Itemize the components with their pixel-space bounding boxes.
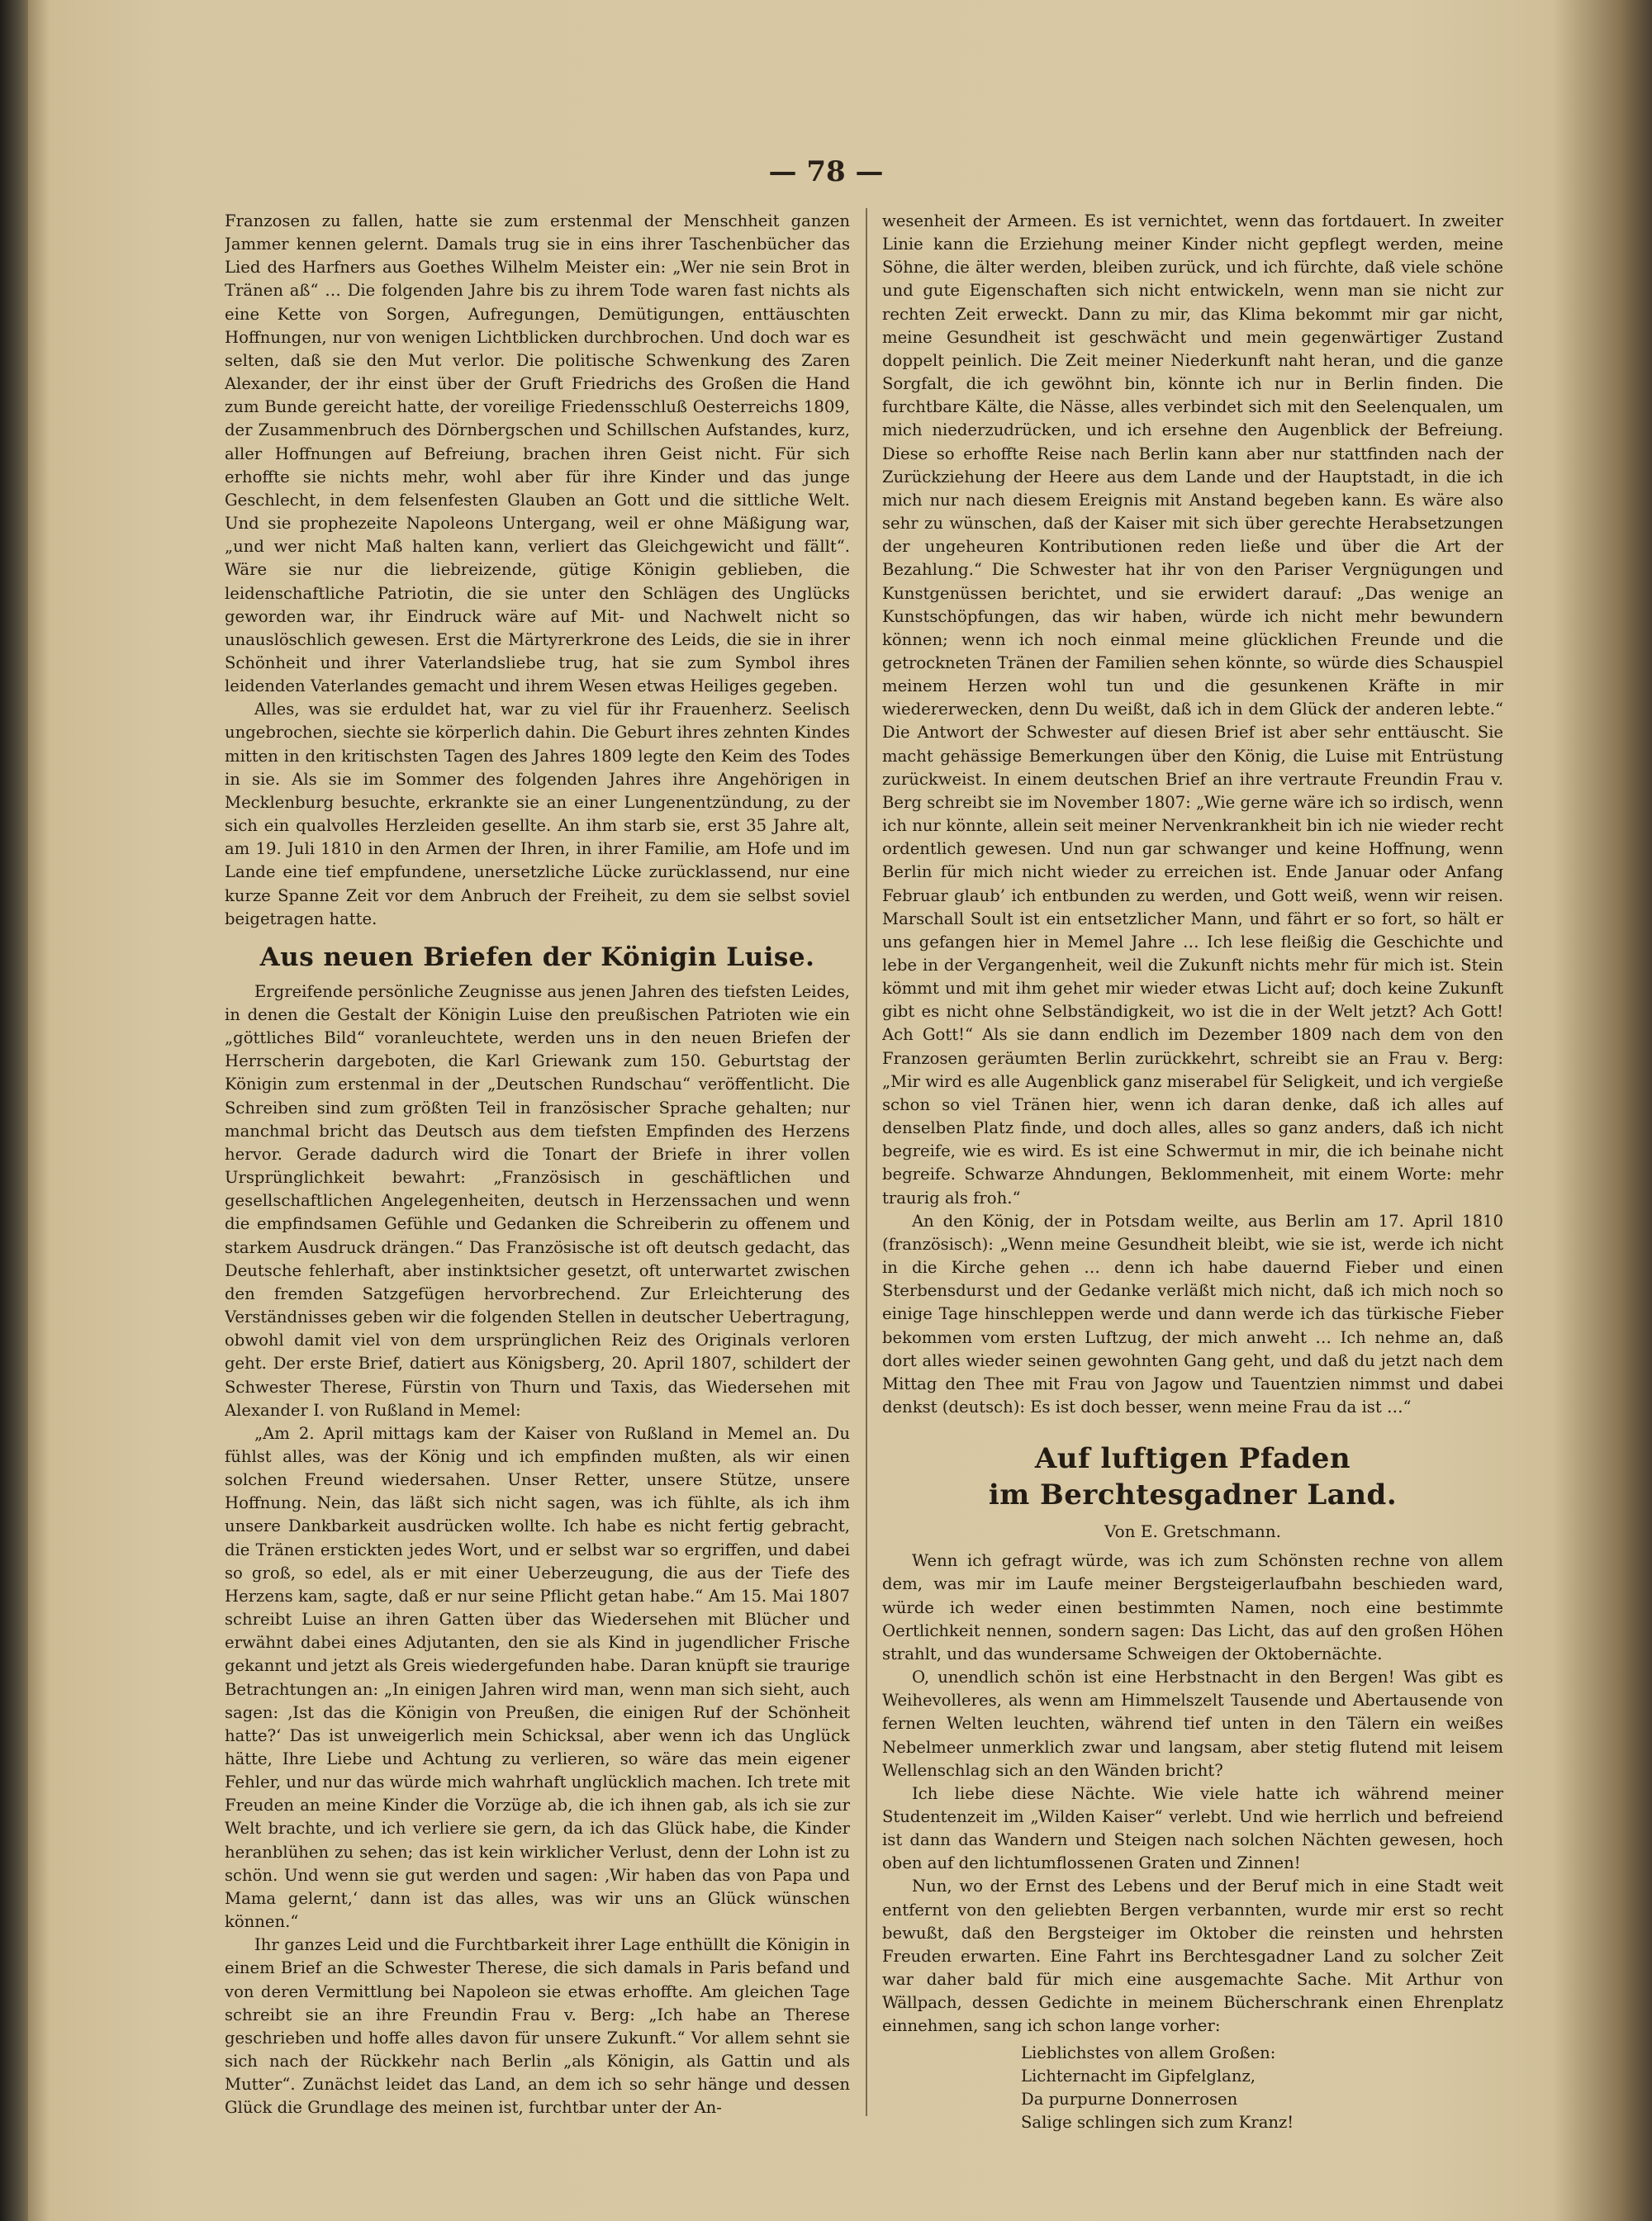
poem-line: Lieblichstes von allem Großen:	[1021, 2043, 1276, 2062]
poem-stanza	[1021, 2042, 1503, 2134]
poem-line: Da purpurne Donnerrosen	[1021, 2089, 1238, 2109]
article-text-paragraph: Ergreifende persönliche Zeugnisse aus jenen Jahren des tiefsten Leides, in denen die Gestalt der Königin Luise den preußischen Patrioten wie ein „göttliches Bild“ voranleuchtete, werden uns in den neuen Briefen der Herrscherin dargeboten, die Karl Griewank zum 150. Geburtstag der Königin zum erstenmal in der „Deutschen Rundschau“ veröffentlicht. Die Schreiben sind zum größten Teil in französischer Sprache gehalten; nur manchmal bricht das Deutsch aus dem tiefsten Empfinden des Herzens hervor. Gerade dadurch wird die Tonart der Briefe in ihrer vollen Ursprünglichkeit bewahrt: „Französisch in geschäftlichen und gesellschaftlichen Angelegenheiten, deutsch in Herzenssachen und wenn die empfindsamen Gefühle und Gedanken die Schreiberin zu offenem und starkem Ausdruck drängen.“ Das Französische ist oft deutsch gedacht, das Deutsche fehlerhaft, aber instinktsicher gesetzt, oft unterwartet zwischen den fremden Satzgefügen hervorbrechend. Zur Erleichterung des Verständnisses geben wir die folgenden Stellen in deutscher Uebertragung, obwohl damit viel von dem ursprünglichen Reiz des Originals verloren geht. Der erste Brief, datiert aus Königsberg, 20. April 1807, schildert der Schwester Therese, Fürstin von Thurn und Taxis, das Wiedersehen mit Alexander I. von Rußland in Memel:	[225, 981, 850, 1420]
article-text-paragraph: wesenheit der Armeen. Es ist vernichtet, wenn das fortdauert. In zweiter Linie kann die Erziehung meiner Kinder nicht gepflegt werden, meine Söhne, die älter werden, bleiben zurück, und ich fürchte, daß viele schöne und gute Eigenschaften sich nicht entwickeln, wenn man sie nicht zur rechten Zeit erweckt. Dann zu mir, das Klima bekommt mir gar nicht, meine Gesundheit ist geschwächt und mein gegenwärtiger Zustand doppelt peinlich. Die Zeit meiner Niederkunft naht heran, und die ganze Sorgfalt, die ich gewöhnt bin, könnte ich nur in Berlin finden. Die furchtbare Kälte, die Nässe, alles verbindet sich mit den Seelenqualen, um mich niederzudrücken, und ich ersehne den Augenblick der Befreiung. Diese so erhoffte Reise nach Berlin kann aber nur stattfinden nach der Zurückziehung der Heere aus dem Lande und der Hauptstadt, in die ich mich nur nach diesem Ereignis mit Anstand begeben kann. Es wäre also sehr zu wünschen, daß der Kaiser mit sich über gerechte Herabsetzungen der ungeheuren Kontributionen reden ließe und über die Art der Bezahlung.“ Die Schwester hat ihr von den Pariser Vergnügungen und Kunstgenüssen berichtet, und sie erwidert darauf: „Das wenige an Kunstschöpfungen, das wir haben, würde ich nicht mehr bewundern können; wenn ich noch einmal meine glücklichen Freunde und die getrockneten Tränen der Familien sehen könnte, so würde dies Schauspiel meinem Herzen wohl tun und die gesunkenen Kräfte in mir wiedererwecken, denn Du weißt, daß ich in dem Glück der anderen lebte.“ Die Antwort der Schwester auf diesen Brief ist aber sehr enttäuscht. Sie macht gehässige Bemerkungen über den König, die Luise mit Entrüstung zurückweist. In einem deutschen Brief an ihre vertraute Freundin Frau v. Berg schreibt sie im November 1807: „Wie gerne wäre ich so irdisch, wenn ich nur könnte, allein seit meiner Nervenkrankheit bin ich nie wieder recht ordentlich gewesen. Und nun gar schwanger und keine Hoffnung, wenn Berlin für mich nicht wieder zu erreichen ist. Ende Januar oder Anfang Februar glaub’ ich entbunden zu werden, und Gott weiß, wenn wir reisen. Marschall Soult ist ein entsetzlicher Mann, und fährt er so fort, so hält er uns gefangen hier in Memel Jahre … Ich lese fleißig die Geschichte und lebe in der Vergangenheit, weil die Zukunft nichts mehr für mich ist. Stein kömmt und mit ihm gehet mir wieder etwas Licht auf; doch keine Zukunft gibt es nicht ohne Selbständigkeit, wo ist die in der Welt jetzt? Ach Gott! Ach Gott!“ Als sie dann endlich im Dezember 1809 nach dem von den Franzosen geräumten Berlin zurückkehrt, schreibt sie an Frau v. Berg: „Mir wird es alle Augenblick ganz miserabel für Seligkeit, und ich vergieße schon so viel Tränen hier, wenn ich daran denke, daß ich alles auf denselben Platz finde, und doch alles, alles so ganz anders, daß ich nicht begreife, wie es wird. Es ist eine Schwermut in mir, die ich beinahe nicht begreife. Schwarze Ahndungen, Beklommenheit, mit einem Worte: mehr traurig als froh.“	[882, 211, 1503, 1208]
page-number: — 78 —	[768, 155, 884, 188]
article-text-paragraph: An den König, der in Potsdam weilte, aus Berlin am 17. April 1810 (französisch): „Wenn meine Gesundheit bleibt, wie sie ist, werde ich nicht in die Kirche gehen … denn ich habe dauernd Fieber und einen Sterbensdurst und der Gedanke verläßt mich nicht, daß ich mich noch so einige Tage hinschleppen werde und dann werde ich das türkische Fieber bekommen vom ersten Luftzug, der mich anweht … Ich nehme an, daß dort alles wieder seinen gewohnten Gang geht, und daß du jetzt nach dem Mittag den Thee mit Frau von Jagow und Tauentzien nimmst und dabei denkst (deutsch): Es ist doch besser, wenn meine Frau da ist …“	[882, 1211, 1503, 1417]
right-column	[882, 210, 1503, 2188]
article-text-paragraph: O, unendlich schön ist eine Herbstnacht in den Bergen! Was gibt es Weihevolleres, als wenn am Himmelszelt Tausende und Abertausende von fernen Welten leuchten, während tief unten in den Tälern ein weißes Nebelmeer unmerklich zwar und langsam, aber stetig flutend mit leisem Wellenschlag sich an den Wänden bricht?	[882, 1668, 1503, 1780]
column-divider	[866, 208, 867, 2116]
article-heading-berchtesgaden	[882, 1440, 1503, 1513]
left-column	[225, 210, 850, 2188]
article-text-paragraph: „Am 2. April mittags kam der Kaiser von Rußland in Memel an. Du fühlst alles, was der König und ich empfinden mußten, als wir einen solchen Freund wiedersahen. Unser Retter, unsere Stütze, unsere Hoffnung. Nein, das läßt sich nicht sagen, was ich fühlte, als ich ihm unsere Dankbarkeit ausdrücken wollte. Ich habe es nicht fertig gebracht, die Tränen erstickten jedes Wort, und er selbst war so ergriffen, und dabei so groß, so edel, als er mit einer Ueberzeugung, die aus der Tiefe des Herzens kam, sagte, daß er nur seine Pflicht getan habe.“ Am 15. Mai 1807 schreibt Luise an ihren Gatten über das Wiedersehen mit Blücher und erwähnt dabei eines Adjutanten, den sie als Kind in jugendlicher Frische gekannt und jetzt als Greis wiedergefunden habe. Daran knüpft sie traurige Betrachtungen an: „In einigen Jahren wird man, wenn man sich sieht, auch sagen: ‚Ist das die Königin von Preußen, die einigen Ruf der Schönheit hatte?‘ Das ist unweigerlich mein Schicksal, aber wenn ich das Unglück hätte, Ihre Liebe und Achtung zu verlieren, so wäre das mein eigener Fehler, und nur das würde mich wahrhaft unglücklich machen. Ich trete mit Freuden an meine Kinder die Vorzüge ab, die ich ihnen gab, als ich sie zur Welt brachte, und ich verliere sie gern, da ich das Glück habe, die Kinder heranblühen zu sehen; das ist kein wirklicher Verlust, denn der Lohn ist zu schön. Und wenn sie gut werden und sagen: ‚Wir haben das von Papa und Mama gelernt,‘ dann ist das alles, was wir uns an Glück wünschen können.“	[225, 1423, 850, 1932]
article-text-paragraph: Ihr ganzes Leid und die Furchtbarkeit ihrer Lage enthüllt die Königin in einem Brief an die Schwester Therese, die sich damals in Paris befand und von deren Vermittlung bei Napoleon sie etwas erhoffte. Am gleichen Tage schreibt sie an ihre Freundin Frau v. Berg: „Ich habe an Therese geschrieben und hoffe alles davon für unsere Zukunft.“ Vor allem sehnt sie sich nach der Rückkehr nach Berlin „als Königin, als Gattin und als Mutter“. Zunächst leidet das Land, an dem ich so sehr hänge und dessen Glück die Grundlage des meinen ist, furchtbar unter der An-	[225, 1935, 850, 2118]
poem-line: Lichternacht im Gipfelglanz,	[1021, 2066, 1256, 2086]
heading-line-2: im Berchtesgadner Land.	[988, 1478, 1398, 1512]
book-binding-edge	[0, 0, 28, 2221]
article-byline: Von E. Gretschmann.	[1104, 1521, 1281, 1542]
article-text-paragraph: Nun, wo der Ernst des Lebens und der Beruf mich in eine Stadt weit entfernt von den geliebten Bergen verbannten, wurde mir erst so recht bewußt, daß den Bergsteiger im Oktober die reinsten und hehrsten Freuden erwarten. Eine Fahrt ins Berchtesgadner Land zu solcher Zeit war daher bald für mich eine ausgemachte Sache. Mit Arthur von Wällpach, dessen Gedichte in meinem Bücherschrank einen Ehrenplatz einnehmen, sang ich schon lange vorher:	[882, 1877, 1503, 2036]
article-text-paragraph: Franzosen zu fallen, hatte sie zum erstenmal der Menschheit ganzen Jammer kennen gelernt. Damals trug sie in eins ihrer Taschenbücher das Lied des Harfners aus Goethes Wilhelm Meister ein: „Wer nie sein Brot in Tränen aß“ … Die folgenden Jahre bis zu ihrem Tode waren fast nichts als eine Kette von Sorgen, Aufregungen, Demütigungen, enttäuschten Hoffnungen, nur von wenigen Lichtblicken durchbrochen. Und doch war es selten, daß sie den Mut verlor. Die politische Schwenkung des Zaren Alexander, der ihr einst über der Gruft Friedrichs des Großen die Hand zum Bunde gereicht hatte, der voreilige Friedensschluß Oesterreichs 1809, der Zusammenbruch des Dörnbergschen und Schillschen Aufstandes, kurz, aller Hoffnungen auf Befreiung, brachen ihren Geist nicht. Für sich erhoffte sie nichts mehr, wohl aber für ihre Kinder und das junge Geschlecht, in dem felsenfesten Glauben an Gott und die sittliche Welt. Und sie prophezeite Napoleons Untergang, weil er ohne Mäßigung war, „und wer nicht Maß halten kann, verliert das Gleichgewicht und fällt“. Wäre sie nur die liebreizende, gütige Königin geblieben, die leidenschaftliche Patriotin, die sie unter den Schlägen des Unglücks geworden war, ihr Eindruck wäre auf Mit- und Nachwelt nicht so unauslöschlich gewesen. Erst die Märtyrerkrone des Leids, die sie in ihrer Schönheit und ihrer Vaterlandsliebe trug, hat sie zum Symbol ihres leidenden Vaterlandes gemacht und ihrem Wesen etwas Heiliges gegeben.	[225, 211, 850, 696]
article-text-paragraph: Wenn ich gefragt würde, was ich zum Schönsten rechne von allem dem, was mir im Laufe meiner Bergsteigerlaufbahn beschieden ward, würde ich weder einen bestimmten Namen, noch eine bestimmte Oertlichkeit nennen, sondern sagen: Das Licht, das auf den großen Höhen strahlt, und das wundersame Schweigen der Oktobernächte.	[882, 1551, 1503, 1663]
poem-line: Salige schlingen sich zum Kranz!	[1021, 2112, 1294, 2132]
article-heading-luise: Aus neuen Briefen der Königin Luise.	[259, 942, 815, 972]
article-text-paragraph: Alles, was sie erduldet hat, war zu viel für ihr Frauenherz. Seelisch ungebrochen, siechte sie körperlich dahin. Die Geburt ihres zehnten Kindes mitten in den kritischsten Tagen des Jahres 1809 legte den Keim des Todes in sie. Als sie im Sommer des folgenden Jahres ihre Angehörigen in Mecklenburg besuchte, erkrankte sie an einer Lungenentzündung, zu der sich ein qualvolles Herzleiden gesellte. An ihm starb sie, erst 35 Jahre alt, am 19. Juli 1810 in den Armen der Ihren, in ihrer Familie, am Hofe und im Lande eine tief empfundene, unersetzliche Lücke zurücklassend, nur eine kurze Spanne Zeit vor dem Anbruch der Freiheit, zu dem sie selbst soviel beigetragen hatte.	[225, 700, 850, 928]
heading-line-1: Auf luftigen Pfaden	[1034, 1442, 1351, 1476]
article-text-paragraph: Ich liebe diese Nächte. Wie viele hatte ich während meiner Studentenzeit im „Wilden Kaiser“ verlebt. Und wie herrlich und befreiend ist dann das Wandern und Steigen nach solchen Nächten gewesen, hoch oben auf den lichtumflossenen Graten und Zinnen!	[882, 1783, 1503, 1873]
